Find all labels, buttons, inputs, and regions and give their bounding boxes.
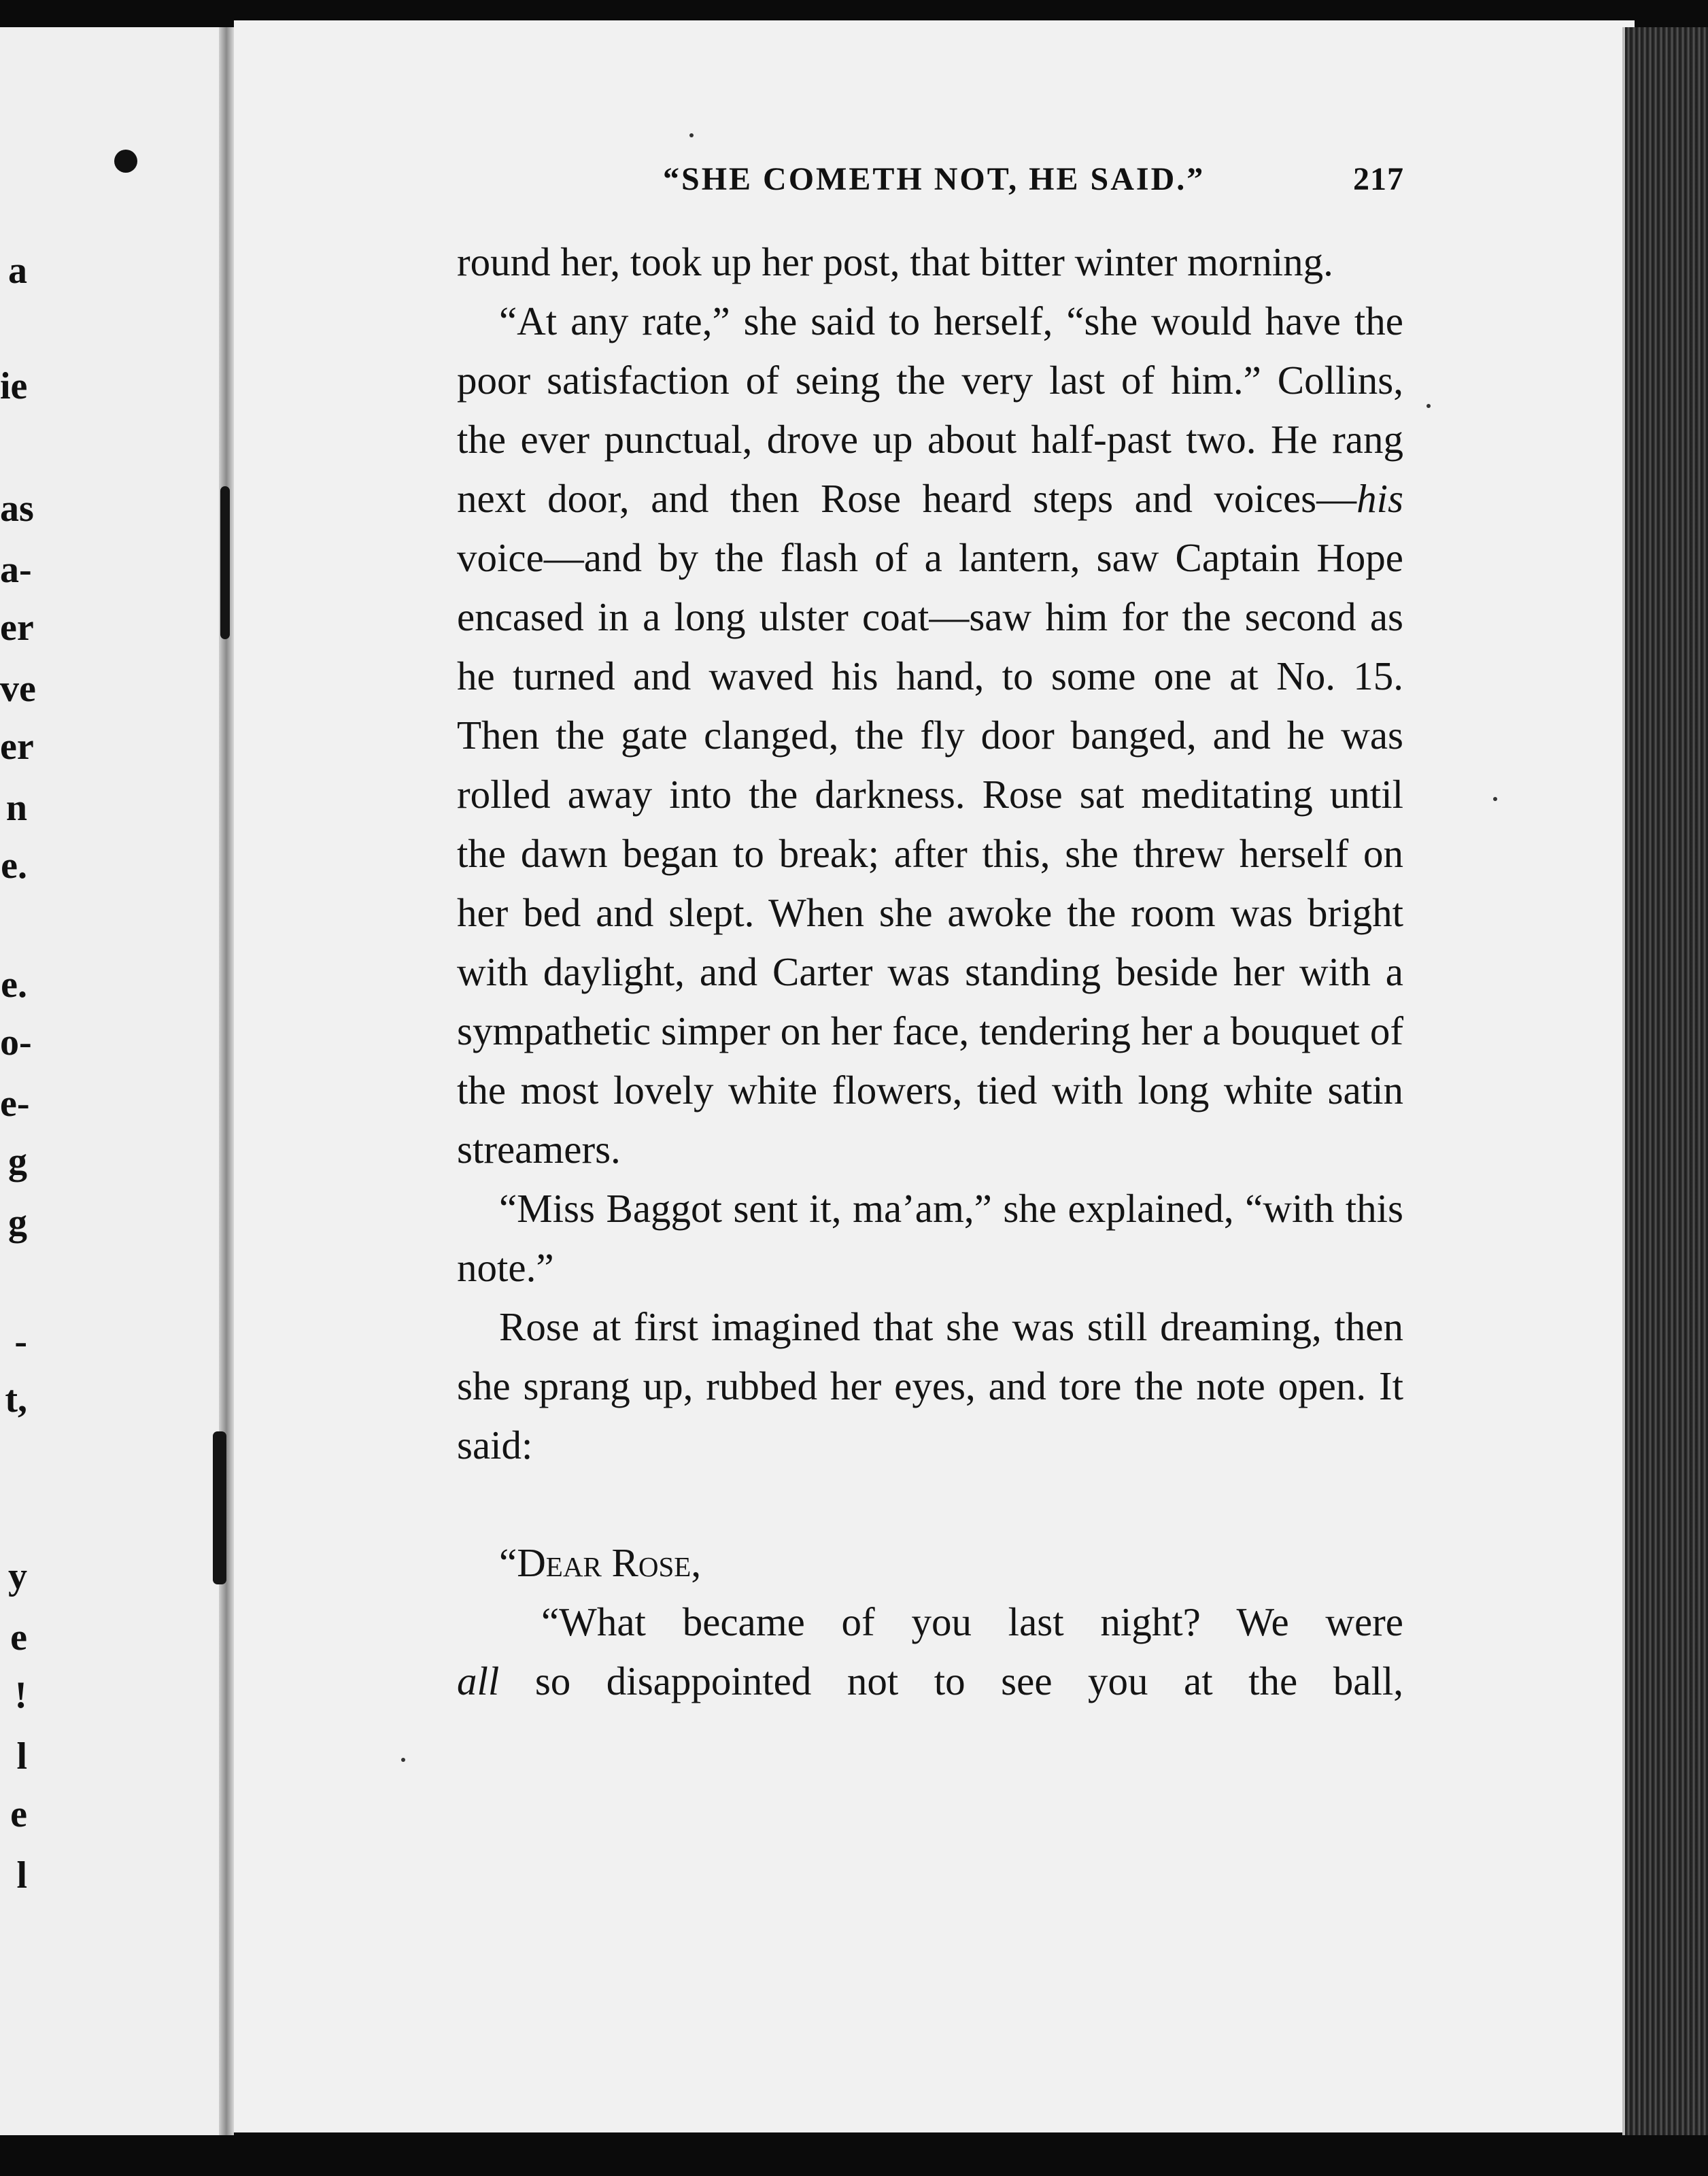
scan-speck	[1493, 797, 1497, 801]
fragment: !	[14, 1674, 27, 1716]
scan-bottom-border	[0, 2135, 1708, 2176]
paragraph: “Miss Baggot sent it, ma’am,” she explained, “with this note.”	[457, 1186, 1403, 1290]
fragment: e.	[1, 845, 27, 887]
binding-thread	[220, 486, 230, 639]
paragraph: round her, took up her post, that bitter winter morning.	[457, 239, 1333, 284]
salutation-quote: “	[499, 1540, 517, 1585]
running-head	[663, 160, 1404, 201]
fragment: e-	[0, 1083, 30, 1125]
fragment: t,	[5, 1378, 27, 1421]
paragraph: Rose at first imagined that she was still dreaming, then she sprang up, rubbed her eyes, and tore the note open. It said:	[457, 1304, 1403, 1467]
fragment: y	[8, 1555, 27, 1597]
fragment: er	[0, 726, 34, 768]
facing-page-text-fragments	[0, 27, 219, 2135]
paragraph-text: “At any rate,” she said to herself, “she would have the poor satisfaction of seing the very last of him.” Collins, the ever punctual, drove up about half-past two. He rang next door, and then Rose heard steps and voices—	[457, 299, 1403, 521]
letter-text: so disappointed not to see you at the ball,	[499, 1659, 1403, 1703]
letter-paragraph-continued	[457, 1652, 1403, 1711]
fragment: e	[10, 1616, 27, 1659]
scan-speck	[1427, 404, 1431, 408]
paragraph	[457, 292, 1403, 1179]
emphasis-text: all	[457, 1659, 500, 1703]
letter-paragraph	[457, 1593, 1403, 1652]
letter-spacing	[457, 1475, 1403, 1533]
letter-salutation	[457, 1533, 1403, 1593]
book-page-edges	[1625, 27, 1708, 2135]
fragment: g	[8, 1140, 27, 1183]
fragment: ve	[0, 668, 36, 710]
fragment: -	[14, 1321, 27, 1363]
fragment: ie	[0, 365, 28, 407]
fragment: e.	[1, 964, 27, 1006]
fragment: l	[16, 1854, 27, 1897]
fragment: o-	[0, 1021, 32, 1064]
fragment: g	[8, 1202, 27, 1244]
book-gutter	[219, 27, 234, 2135]
scan-speck	[401, 1758, 405, 1762]
scan-speck	[689, 133, 694, 137]
fragment: er	[0, 607, 34, 649]
paragraph-text: voice—and by the flash of a lantern, saw Captain Hope encased in a long ulster coat—saw him for the second as he turned and waved his hand, to some one at No. 15. Then the gate clanged, the fly door banged, and he was rolled away into the darkness. Rose sat meditating until the dawn began to break; after this, she threw herself on her bed and slept. When she awoke the room was bright with daylight, and Carter was standing beside her with a sympathetic simper on her face, tendering her a bouquet of the most lovely white flowers, tied with long white satin streamers.	[457, 535, 1403, 1172]
fragment: a-	[0, 549, 32, 591]
running-title: “SHE COMETH NOT, HE SAID.”	[663, 161, 1206, 197]
fragment: n	[5, 787, 27, 829]
salutation-text: Dear Rose,	[517, 1540, 702, 1585]
facing-page-left	[0, 27, 219, 2135]
binding-thread	[213, 1431, 226, 1584]
fragment: a	[8, 250, 27, 292]
letter-text: “What became of you last night? We were	[541, 1599, 1403, 1644]
page-body	[457, 233, 1403, 1711]
page-number: 217	[1353, 161, 1404, 197]
fragment: l	[16, 1735, 27, 1778]
fragment: as	[0, 488, 34, 530]
emphasis-text: his	[1356, 476, 1403, 521]
fragment: e	[10, 1793, 27, 1835]
